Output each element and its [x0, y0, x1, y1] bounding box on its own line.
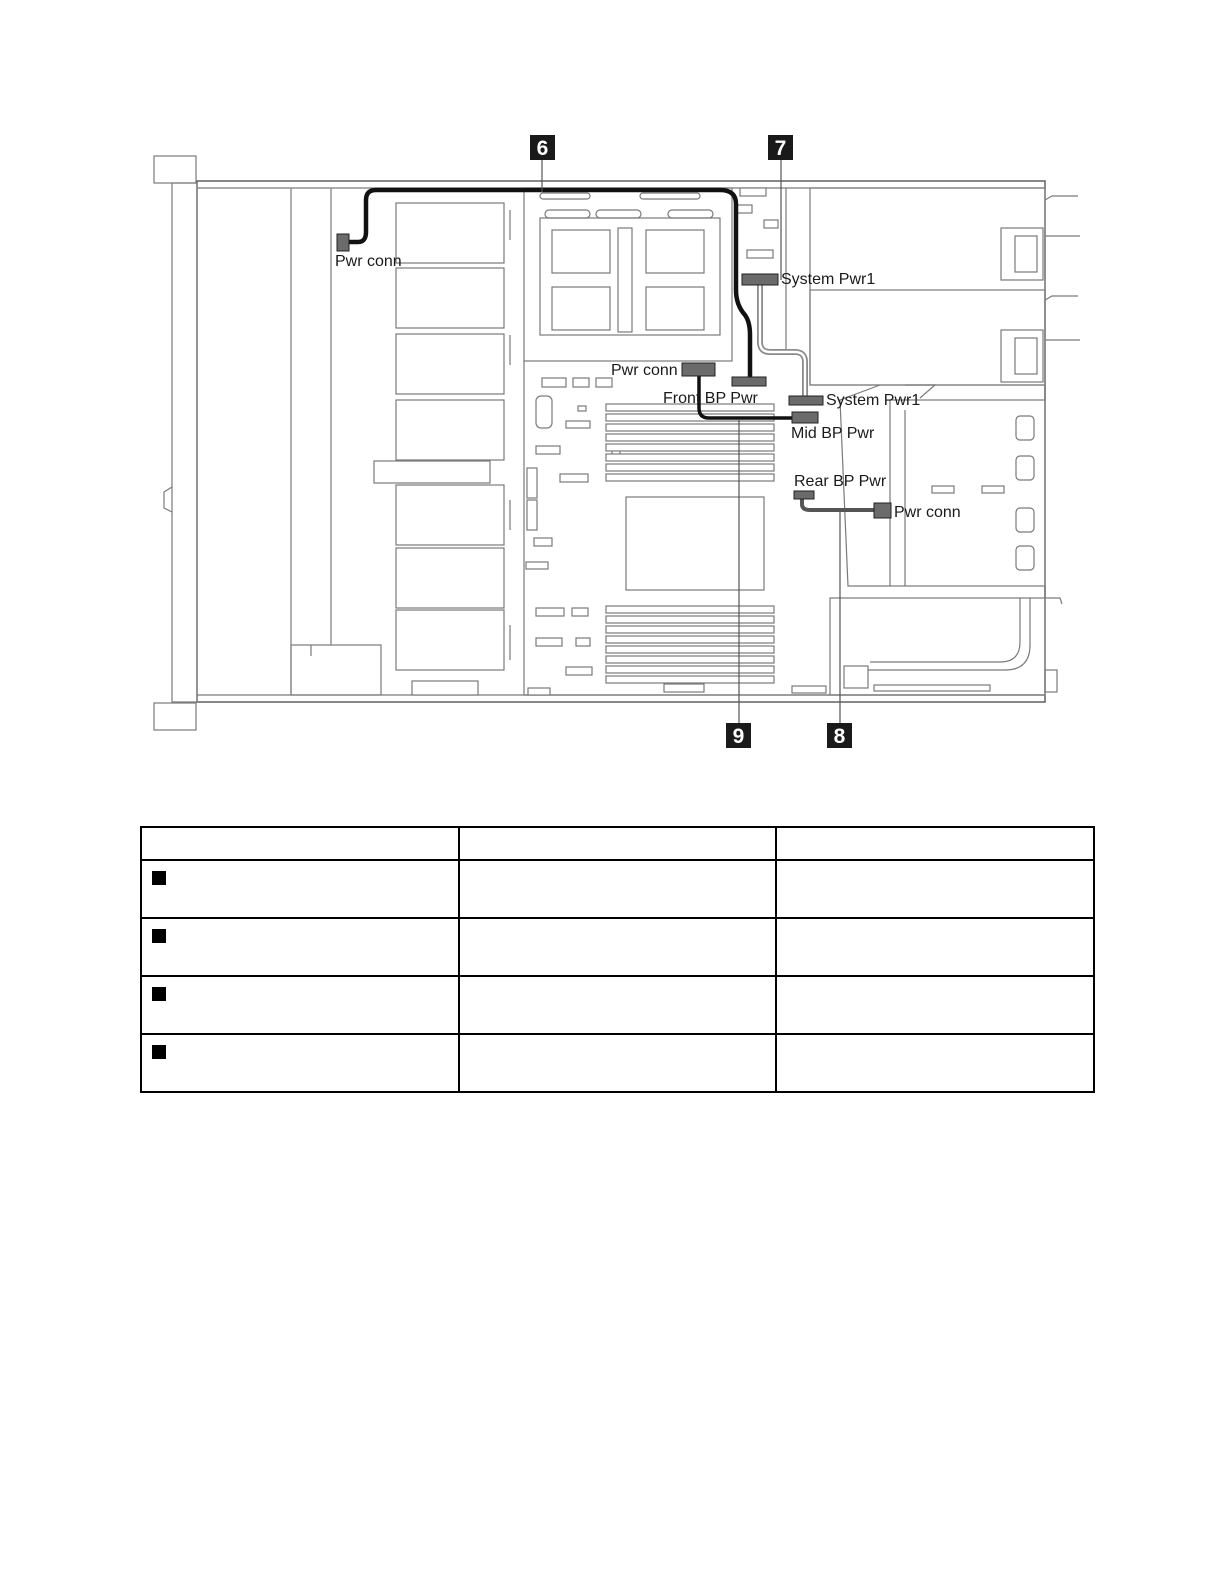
legend-cell	[776, 918, 1094, 976]
legend-cell	[776, 976, 1094, 1034]
pwr-conn-right-connector	[874, 503, 891, 518]
callout-9	[726, 723, 751, 748]
label-system-pwr1-upper: System Pwr1	[781, 271, 876, 288]
fan-row	[374, 203, 510, 695]
label-rear-bp-pwr: Rear BP Pwr	[794, 473, 887, 490]
callout-marker	[152, 987, 166, 1001]
legend-header-row	[141, 827, 1094, 860]
callout-6	[530, 135, 555, 160]
svg-text:9: 9	[732, 725, 745, 748]
label-system-pwr1-lower: System Pwr1	[826, 392, 921, 409]
legend-cell	[459, 860, 777, 918]
legend-cell	[141, 860, 459, 918]
label-pwr-conn-center: Pwr conn	[611, 362, 678, 379]
legend-cell	[459, 1034, 777, 1092]
air-baffle	[524, 188, 732, 361]
legend-row	[141, 1034, 1094, 1092]
legend-header-cell	[141, 827, 459, 860]
riser-cage	[792, 598, 1062, 695]
svg-text:7: 7	[774, 137, 787, 160]
system-pwr1-upper-connector	[742, 274, 778, 285]
label-pwr-conn-right: Pwr conn	[894, 504, 961, 521]
label-pwr-conn-left: Pwr conn	[335, 253, 402, 270]
callout-marker	[152, 929, 166, 943]
legend-cell	[776, 1034, 1094, 1092]
svg-text:8: 8	[833, 725, 846, 748]
legend-row	[141, 976, 1094, 1034]
svg-text:6: 6	[536, 137, 549, 160]
legend-row	[141, 918, 1094, 976]
legend-cell	[141, 976, 459, 1034]
pwr-conn-left-connector	[337, 234, 349, 251]
legend-table	[140, 826, 1095, 1093]
pwr-conn-center-connector	[682, 363, 715, 376]
mid-bp-pwr-connector	[792, 412, 818, 423]
label-front-bp-pwr: Front BP Pwr	[663, 390, 758, 407]
system-pwr1-lower-connector	[789, 396, 823, 405]
legend-cell	[141, 1034, 459, 1092]
front-bp-pwr-connector	[732, 377, 766, 386]
cable-7-inner	[760, 285, 805, 398]
callout-marker	[152, 1045, 166, 1059]
callout-marker	[152, 871, 166, 885]
legend-cell	[459, 918, 777, 976]
legend-header-cell	[459, 827, 777, 860]
legend-header-cell	[776, 827, 1094, 860]
label-mid-bp-pwr: Mid BP Pwr	[791, 425, 875, 442]
legend-cell	[459, 976, 777, 1034]
cable-7	[760, 285, 805, 398]
legend-cell	[141, 918, 459, 976]
rear-bp-pwr-connector	[794, 491, 814, 499]
callout-8	[827, 723, 852, 748]
legend-row	[141, 860, 1094, 918]
callout-7	[768, 135, 793, 160]
legend-cell	[776, 860, 1094, 918]
